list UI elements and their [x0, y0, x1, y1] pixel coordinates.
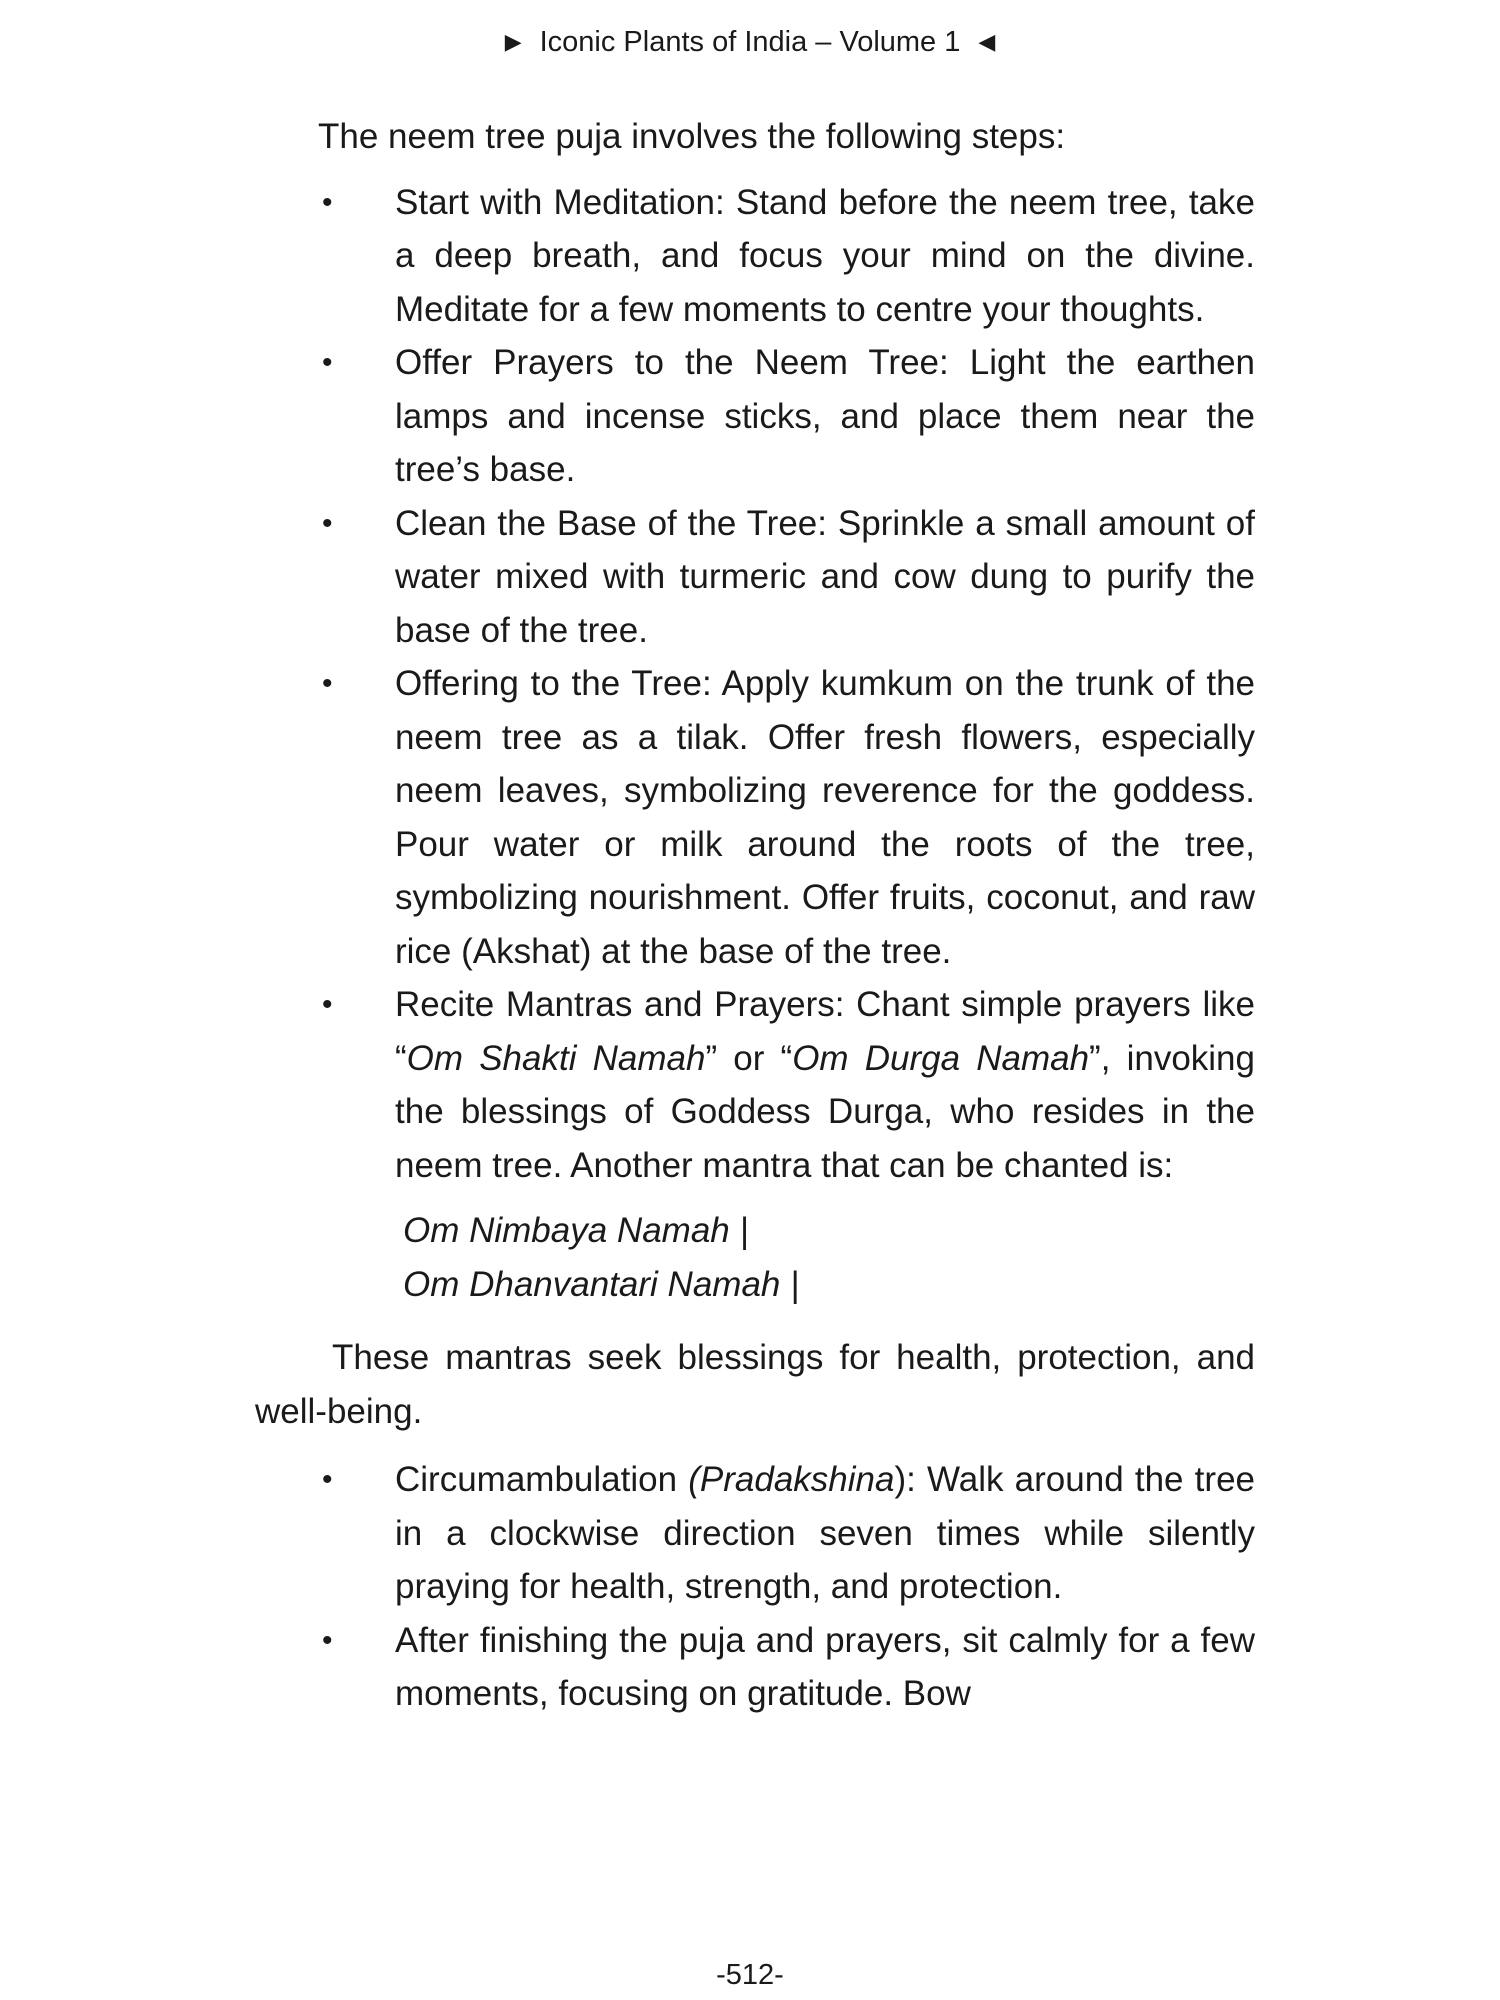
list-item — [255, 1453, 1255, 1614]
steps-list — [255, 176, 1255, 1193]
bullet-icon: • — [322, 667, 333, 700]
paragraph: These mantras seek blessings for health, protection, and well-being. — [255, 1338, 1255, 1431]
list-item — [255, 1614, 1255, 1721]
left-triangle-icon: ◀ — [978, 29, 996, 54]
bullet-icon: • — [322, 506, 333, 540]
page-number: -512- — [716, 1959, 784, 1991]
step-text: Offer Prayers to the Neem Tree: Light the earthen lamps and incense sticks, and place them near the tree’s base. — [395, 343, 1255, 489]
right-triangle-icon: ▶ — [504, 29, 522, 54]
list-item — [255, 176, 1255, 337]
italic-term: (Pradakshina — [688, 1460, 895, 1499]
list-item — [255, 497, 1255, 658]
steps-list-continued — [255, 1453, 1255, 1721]
running-header — [0, 22, 1500, 62]
bullet-icon: • — [322, 988, 333, 1021]
step-text: Recite Mantras and Prayers: Chant simple prayers like “Om Shakti Namah” or “Om Durga Namah”, invoking the blessings of Goddess Durga, who resides in the neem tree. Another mantra that can be chanted is: — [395, 985, 1255, 1185]
bullet-icon: • — [322, 1463, 333, 1496]
list-item — [255, 336, 1255, 497]
list-item — [255, 657, 1255, 978]
mantra-block — [255, 1204, 1255, 1311]
step-text: Circumambulation (Pradakshina): Walk around the tree in a clockwise direction seven times while silently praying for health, strength, and protection. — [395, 1460, 1255, 1606]
intro-text: The neem tree puja involves the following steps: — [318, 117, 1066, 156]
step-text: Start with Meditation: Stand before the neem tree, take a deep breath, and focus your mind on the divine. Meditate for a few moments to centre your thoughts. — [395, 182, 1255, 329]
mantra-inline: Om Shakti Namah — [406, 1038, 706, 1078]
bullet-icon: • — [322, 346, 333, 379]
list-item — [255, 978, 1255, 1192]
bullet-icon: • — [322, 1623, 333, 1657]
step-text: Offering to the Tree: Apply kumkum on the trunk of the neem tree as a tilak. Offer fresh flowers, especially neem leaves, symbolizing reverence for the goddess. Pour water or milk around the roots of the tree, symbolizing nourishment. Offer fruits, coconut, and raw rice (Akshat) at the base of the tree. — [395, 664, 1255, 971]
mantra-line: Om Nimbaya Namah | — [403, 1211, 749, 1250]
step-text: After finishing the puja and prayers, sit calmly for a few moments, focusing on gratitude. Bow — [395, 1620, 1255, 1713]
book-title: Iconic Plants of India – Volume 1 — [539, 26, 961, 58]
page-body — [255, 110, 1255, 1721]
mantra-line: Om Dhanvantari Namah | — [403, 1264, 800, 1304]
step-text: Clean the Base of the Tree: Sprinkle a small amount of water mixed with turmeric and cow dung to purify the base of the tree. — [395, 503, 1255, 650]
bullet-icon: • — [322, 185, 333, 219]
mantra-inline: Om Durga Namah — [792, 1038, 1090, 1078]
